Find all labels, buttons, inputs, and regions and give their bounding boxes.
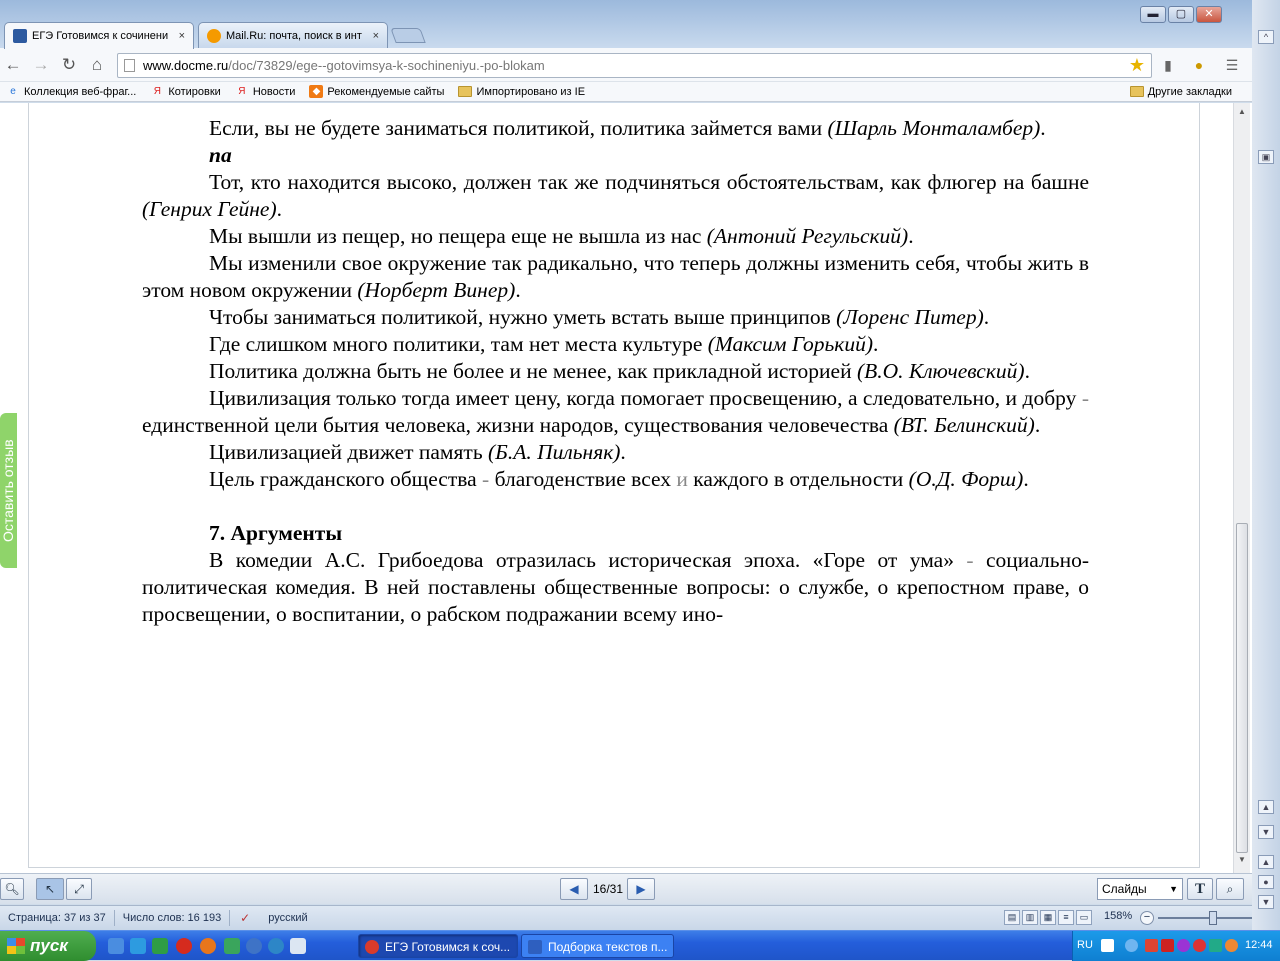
minimize-button[interactable]: ▬ — [1140, 6, 1166, 23]
start-button[interactable] — [0, 931, 96, 961]
quote-text: Политика должна быть не более и не менее, как прикладной историей — [209, 359, 857, 383]
browse-object-icon[interactable]: ● — [1258, 875, 1274, 889]
dash: - — [1081, 386, 1089, 410]
start-label: пуск — [30, 936, 68, 955]
navigation-toolbar — [0, 48, 1252, 82]
restore-icon[interactable]: ^ — [1258, 30, 1274, 44]
taskbar-item-word[interactable] — [521, 934, 674, 958]
status-words: Число слов: 16 193 — [115, 910, 230, 926]
section-heading: 7. Аргументы — [209, 521, 343, 545]
quote-author: (В.О. Ключевский) — [856, 359, 1025, 383]
quote-paragraph — [142, 115, 1089, 142]
quote-author: (Норберт Винер) — [357, 278, 516, 302]
quote-text: Чтобы заниматься политикой, нужно уметь встать выше принципов — [209, 305, 837, 329]
outline-icon[interactable]: ≡ — [1058, 910, 1074, 925]
text-mode-button[interactable]: T — [1187, 878, 1213, 900]
quote-paragraph — [142, 331, 1089, 358]
chrome-icon[interactable] — [246, 938, 262, 954]
spellcheck-icon[interactable]: ✓ — [240, 911, 251, 925]
tab-close-icon[interactable]: × — [372, 29, 379, 42]
close-window-button[interactable]: ✕ — [1196, 6, 1222, 23]
bookmark-item[interactable] — [309, 85, 444, 98]
other-bookmarks[interactable] — [1130, 86, 1232, 98]
document-text — [142, 115, 1089, 628]
quote-author: (Антоний Регульский) — [706, 224, 909, 248]
status-bar — [0, 905, 1252, 930]
fit-page-icon[interactable]: ⤢ — [66, 878, 92, 900]
zoom-out-icon[interactable]: − — [1140, 911, 1154, 925]
firefox-icon[interactable] — [200, 938, 216, 954]
next-page-icon[interactable]: ▼ — [1258, 895, 1274, 909]
signal-icon[interactable]: ▮ — [1164, 57, 1172, 73]
tab-label: ЕГЭ Готовимся к сочинени — [32, 30, 169, 42]
quote-text: Цивилизацией движет память — [209, 440, 488, 464]
quote-text: Если, вы не будете заниматься политикой, политика займется вами — [209, 116, 828, 140]
quote-text: Цель гражданского общества — [209, 467, 483, 491]
page-icon — [124, 59, 135, 72]
quicklaunch-icon[interactable] — [108, 938, 124, 954]
quote-text: каждого в отдельности — [687, 467, 909, 491]
show-desktop-icon[interactable] — [290, 938, 306, 954]
bookmark-label: Коллекция веб-фраг... — [24, 85, 137, 98]
quote-paragraph — [142, 439, 1089, 466]
punct: . — [873, 332, 879, 356]
other-bookmarks-label: Другие закладки — [1147, 85, 1232, 98]
bookmark-item[interactable] — [150, 85, 221, 98]
language-indicator[interactable]: RU — [1077, 939, 1093, 951]
quote-paragraph — [142, 223, 1089, 250]
argument-paragraph — [142, 547, 1089, 628]
system-tray — [1072, 931, 1280, 961]
punct: . — [620, 440, 626, 464]
quote-paragraph — [142, 358, 1089, 385]
folder-icon — [1130, 86, 1144, 97]
quote-author: (Лоренс Питер) — [836, 305, 984, 329]
chrome-icon — [365, 940, 379, 954]
zoom-track — [1158, 917, 1258, 919]
tray-icon[interactable] — [1225, 939, 1238, 952]
status-page: Страница: 37 из 37 — [0, 910, 115, 926]
argument-text: В комедии А.С. Грибоедова отразилась историческая эпоха. «Горе от ума» — [209, 548, 967, 572]
quote-author: (О.Д. Форш) — [908, 467, 1024, 491]
quote-text: Тот, кто находится высоко, должен так же подчиняться обстоятельствам, как флюгер на башне — [209, 170, 1089, 194]
tray-icon[interactable] — [1209, 939, 1222, 952]
url-host: www.docme.ru — [143, 58, 229, 73]
feedback-tab[interactable]: Оставить отзыв — [0, 413, 17, 568]
punct: . — [276, 197, 283, 221]
punct: . — [983, 305, 990, 329]
quote-paragraph — [142, 250, 1089, 304]
quote-paragraph — [142, 466, 1089, 493]
yandex-icon: Я — [153, 86, 161, 97]
menu-icon[interactable]: ☰ — [1225, 57, 1239, 73]
quote-text: благоденствие всех — [489, 467, 677, 491]
zoom-knob[interactable] — [1209, 911, 1217, 925]
dash: - — [482, 467, 490, 491]
quote-author: (Б.А. Пильняк) — [488, 440, 621, 464]
tray-icon[interactable] — [1145, 939, 1158, 952]
ie-icon: e — [10, 86, 16, 97]
scroll-down-icon[interactable]: ▼ — [1258, 825, 1274, 839]
subheading-text: па — [209, 143, 232, 167]
forward-button[interactable]: → — [32, 55, 50, 74]
quote-author: (Генрих Гейне) — [142, 197, 277, 221]
clock: 12:44 — [1245, 939, 1273, 951]
bookmark-star-icon[interactable]: ★ — [1128, 55, 1145, 75]
scroll-up-icon[interactable]: ▲ — [1238, 107, 1246, 116]
quote-author: (ВТ. Белинский) — [893, 413, 1035, 437]
ruler-icon[interactable]: ▣ — [1258, 150, 1274, 164]
quote-text: единственной цели бытия человека, жизни народов, существования человечества — [142, 413, 894, 437]
ie-icon[interactable] — [130, 938, 146, 954]
bookmark-label: Котировки — [168, 85, 221, 98]
bookmark-item[interactable] — [235, 85, 296, 98]
tray-icon[interactable] — [1161, 939, 1174, 952]
docme-favicon-icon — [13, 29, 27, 43]
punct: . — [515, 278, 521, 302]
punct: . — [908, 224, 914, 248]
extension-icon[interactable]: ● — [1194, 57, 1204, 73]
view-mode-value: Слайды — [1102, 882, 1147, 896]
bookmark-item[interactable] — [458, 86, 585, 98]
tray-icon[interactable] — [1125, 939, 1138, 952]
web-layout-icon[interactable]: ▦ — [1040, 910, 1056, 925]
tab-ege[interactable] — [4, 22, 194, 49]
scroll-down-icon[interactable]: ▼ — [1238, 855, 1246, 864]
mailru-favicon-icon — [207, 29, 221, 43]
tab-mailru[interactable] — [198, 22, 388, 48]
quote-paragraph — [142, 169, 1089, 223]
quicklaunch-icon[interactable] — [224, 938, 240, 954]
zoom-icon[interactable]: 🔍︎ — [0, 878, 24, 900]
chevron-down-icon: ▼ — [1169, 884, 1178, 894]
quicklaunch-icon[interactable] — [268, 938, 284, 954]
windows-logo-icon — [7, 938, 25, 954]
punct: . — [1024, 359, 1030, 383]
tab-label: Mail.Ru: почта, поиск в инт — [226, 29, 362, 42]
pan-tool-icon[interactable]: ↖ — [36, 878, 64, 900]
bookmark-item[interactable] — [6, 85, 136, 98]
window-controls — [1140, 6, 1222, 23]
taskbar-item-chrome[interactable] — [358, 934, 518, 958]
back-button[interactable]: ← — [4, 55, 22, 74]
print-layout-icon[interactable]: ▤ — [1004, 910, 1020, 925]
dash: - — [966, 548, 974, 572]
help-icon[interactable] — [1101, 939, 1114, 952]
bookmark-label: Импортировано из IE — [476, 85, 586, 98]
tab-close-icon[interactable]: × — [178, 30, 185, 42]
home-button[interactable]: ⌂ — [91, 55, 103, 74]
view-buttons — [1004, 910, 1092, 925]
url-path: /doc/73829/ege--gotovimsya-k-sochineniyu.-po-blokam — [228, 58, 545, 73]
task-label: ЕГЭ Готовимся к соч... — [385, 940, 511, 954]
argument-text: социально-политическая комедия. В ней поставлены общественные вопросы: о службе, о крепостном праве, о просвещении, о воспитании, о рабском подражании всему ино- — [142, 548, 1089, 626]
bookmarks-bar — [0, 82, 1252, 102]
reload-button[interactable]: ↻ — [61, 55, 77, 74]
prev-page-icon[interactable]: ▲ — [1258, 855, 1274, 869]
recommended-icon: ◆ — [309, 85, 323, 98]
tray-icon[interactable] — [1193, 939, 1206, 952]
view-mode-select[interactable] — [1097, 878, 1183, 900]
draft-icon[interactable]: ▭ — [1076, 910, 1092, 925]
task-label: Подборка текстов п... — [548, 940, 668, 954]
zoom-level: 158% — [1104, 910, 1133, 922]
document-viewer — [0, 103, 1252, 873]
reading-layout-icon[interactable]: ▥ — [1022, 910, 1038, 925]
new-tab-button[interactable] — [390, 28, 425, 43]
bookmark-label: Рекомендуемые сайты — [327, 85, 445, 98]
quote-author: (Максим Горький) — [707, 332, 874, 356]
status-language: русский — [268, 912, 308, 924]
next-page-button[interactable]: ▶ — [627, 878, 655, 900]
maximize-button[interactable]: ▢ — [1168, 6, 1194, 23]
tray-icon[interactable] — [1177, 939, 1190, 952]
scroll-thumb[interactable] — [1236, 523, 1248, 853]
quote-text: Мы изменили свое окружение так радикально, что теперь должны изменить себя, чтобы жить в этом новом окружении — [142, 251, 1089, 302]
word-window-edge — [1252, 0, 1280, 930]
word-icon — [528, 940, 542, 954]
conjunction: и — [676, 467, 688, 491]
quote-paragraph — [142, 304, 1089, 331]
prev-page-button[interactable]: ◀ — [560, 878, 588, 900]
yandex-icon: Я — [238, 86, 246, 97]
opera-icon[interactable] — [176, 938, 192, 954]
quote-text: Цивилизация только тогда имеет цену, когда помогает просвещению, а следовательно, и добру — [209, 386, 1082, 410]
page-counter: 16/31 — [592, 882, 624, 896]
title-bar — [0, 0, 1252, 48]
quote-paragraph — [142, 385, 1089, 439]
quote-author: (Шарль Монталамбер) — [827, 116, 1041, 140]
vertical-scrollbar[interactable] — [1233, 103, 1250, 873]
address-bar[interactable] — [117, 53, 1152, 78]
taskbar — [0, 930, 1280, 960]
folder-icon — [458, 86, 472, 97]
quote-text: Мы вышли из пещер, но пещера еще не вышла из нас — [209, 224, 707, 248]
viewer-toolbar — [0, 873, 1252, 904]
bookmark-label: Новости — [252, 85, 296, 98]
search-icon[interactable]: ⌕ — [1216, 878, 1244, 900]
document-page — [28, 103, 1200, 868]
subheading — [142, 142, 1089, 169]
punct: . — [1034, 413, 1041, 437]
quicklaunch-icon[interactable] — [152, 938, 168, 954]
quote-text: Где слишком много политики, там нет места культуре — [209, 332, 708, 356]
scroll-up-icon[interactable]: ▲ — [1258, 800, 1274, 814]
punct: . — [1040, 116, 1046, 140]
punct: . — [1023, 467, 1029, 491]
